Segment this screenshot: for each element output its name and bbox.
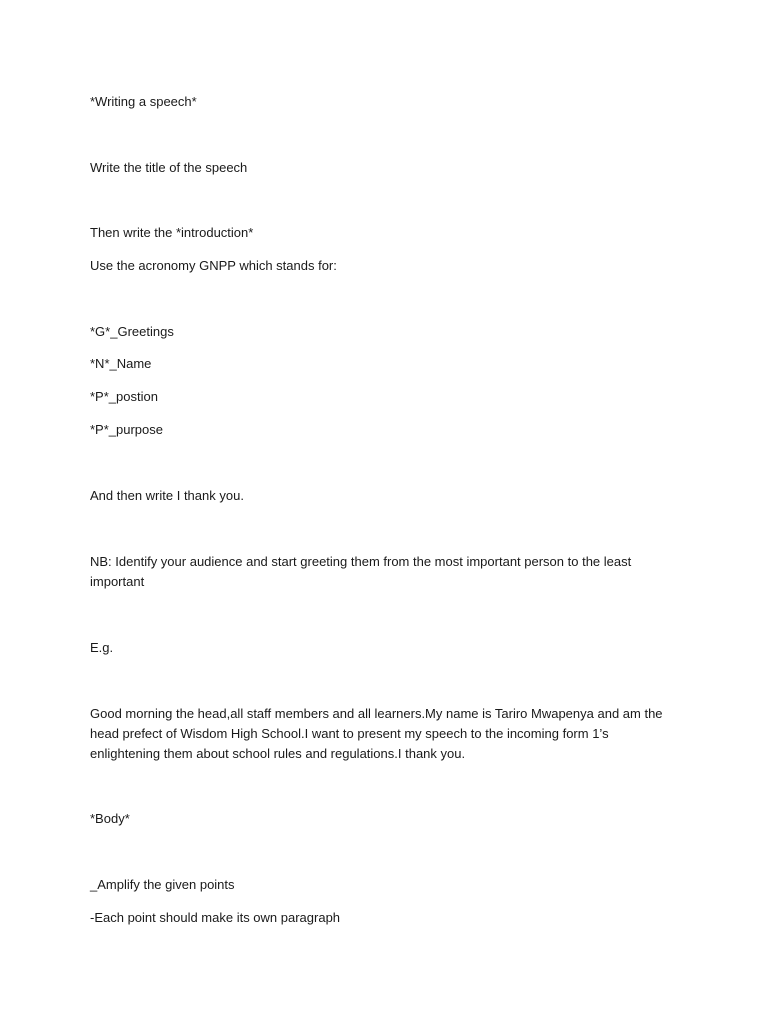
gnpp-item-purpose: *P*_purpose [90,422,163,437]
document-heading: *Writing a speech* [90,94,197,109]
step-title: Write the title of the speech [90,160,248,175]
gnpp-item-position: *P*_postion [90,389,158,404]
acronym-intro: Use the acronomy GNPP which stands for: [90,258,337,273]
thank-you-step: And then write I thank you. [90,488,244,503]
audience-note: NB: Identify your audience and start greeting them from the most important person to the least important [90,554,632,589]
gnpp-item-name: *N*_Name [90,356,152,371]
body-point: -Each point should make its own paragraph [90,910,341,925]
step-introduction: Then write the *introduction* [90,225,254,240]
body-point: _Amplify the given points [90,877,235,892]
body-heading: *Body* [90,811,130,826]
example-speech: Good morning the head,all staff members and all learners.My name is Tariro Mwapenya and am the head prefect of Wisdom High School.I want to present my speech to the incoming form 1’s enlightening them about school rules and regulations.I thank you. [90,706,663,761]
example-label: E.g. [90,640,114,655]
gnpp-item-greetings: *G*_Greetings [90,324,174,339]
